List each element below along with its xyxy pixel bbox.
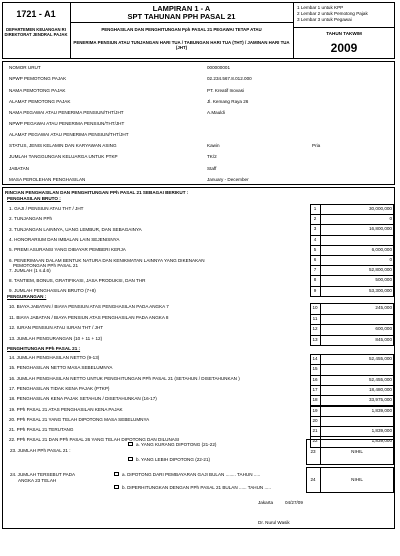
identity-value: A.Mauldi — [207, 110, 225, 115]
penghitungan-row-label: 21. PPh PASAL 21 TERUTANG — [9, 427, 74, 433]
bruto-row-value: 52,800,000 — [369, 267, 392, 273]
bruto-row-value: 500,000 — [375, 277, 392, 283]
bruto-row-value: 0 — [389, 257, 392, 262]
tax-year: 2009 — [330, 41, 358, 55]
row-23-option-b-checkbox[interactable] — [128, 457, 133, 461]
row-23-label: 23. JUMLAH PPh PASAL 21 : — [10, 448, 71, 453]
bruto-row-value: 53,300,000 — [369, 287, 392, 293]
identity-label: STATUS, JENIS KELAMIN DAN KARYAWAN ASING — [9, 143, 117, 148]
signing-city: Jakarta — [258, 500, 274, 505]
penghitungan-row-label: 14. JUMLAH PENGHASILAN NETTO (9-13) — [9, 355, 100, 360]
row-24-option-a-label: a. DIPOTONG DARI PEMBAYARAN GAJI BULAN ........ TAHUN ..... — [122, 472, 261, 477]
bruto-row-number: 5 — [313, 246, 317, 252]
identity-value: PT. Kreatif Inovasi — [207, 88, 245, 93]
pengurangan-row-number: 11 — [312, 315, 318, 321]
penghitungan-row-value: 33,975,000 — [369, 397, 392, 403]
identity-label: NAMA PEGAWAI ATAU PENERIMA PENSIUN/THT/JHT — [9, 110, 124, 115]
pengurangan-row-label: 12. IURAN PENSIUN ATAU IURAN THT / JHT — [9, 325, 104, 330]
pengurangan-row-label: 10. BIAYA JABATAN / BIAYA PENSIUN ATAS PENGHASILAN PADA ANGKA 7 — [9, 304, 169, 309]
identity-extra-value: Pria — [312, 143, 321, 148]
penghitungan-row-number: 14 — [312, 356, 318, 361]
identity-label: NPWP PEGAWAI ATAU PENERIMA PENSIUN/THT/JHT — [9, 121, 125, 126]
identity-label: NPWP PEMOTONG PAJAK — [9, 76, 67, 81]
bruto-row-label: 3. TUNJANGAN LAINNYA, UANG LEMBUR, DAN SEBAGAINYA — [9, 226, 142, 232]
pengurangan-row-number: 12 — [312, 326, 318, 331]
identity-value: TK/2 — [207, 154, 217, 159]
identity-value: 000000001 — [207, 65, 230, 70]
bruto-row-value: 0 — [389, 216, 392, 222]
penghitungan-row-label: 22. PPh PASAL 21 DAN PPh PASAL 26 YANG TELAH DIPOTONG DAN DILUNASI — [9, 437, 180, 443]
bruto-row-number: 9 — [313, 287, 317, 293]
penghitungan-row-number: 18 — [312, 397, 318, 403]
pengurangan-row-number: 10 — [312, 305, 318, 310]
penghitungan-row-label: 16. JUMLAH PENGHASILAN NETTO UNTUK PENGHITUNGAN PPh PASAL 21 (SETAHUN / DISETAHUNKAN ) — [9, 375, 240, 381]
identity-label: NAMA PEMOTONG PAJAK — [9, 88, 66, 93]
bruto-row-label: 7. JUMLAH (1 s.d.6) — [9, 267, 51, 273]
bruto-row-number: 8 — [313, 277, 317, 283]
penghitungan-row-value: 1,839,000 — [371, 407, 392, 413]
bruto-row-label: 5. PREMI ASURANSI YANG DIBAYAR PEMBERI KERJA — [9, 247, 126, 253]
bruto-row-value: 6,000,000 — [371, 246, 392, 252]
signing-date: 04/27/09 — [285, 500, 303, 505]
bruto-row-number: 4 — [313, 236, 317, 242]
bruto-row-number: 6 — [313, 257, 317, 262]
tax-year-label: TAHUN TAKWIM — [326, 31, 362, 36]
identity-value: Staff — [207, 166, 217, 171]
page-subtitle: SPT TAHUNAN PPH PASAL 21 — [127, 12, 236, 21]
penghitungan-row-label: 19. PPh PASAL 21 ATAS PENGHASILAN KENA PAJAK — [9, 406, 123, 412]
bruto-row-number: 1 — [313, 206, 317, 211]
pengurangan-row-value: 600,000 — [375, 326, 392, 331]
bruto-row-label: 4. HONORARIUM DAN IMBALAN LAIN SEJENISNYA — [9, 236, 120, 242]
pengurangan-heading: PENGURANGAN : — [7, 294, 47, 299]
row-23-value: NIHIL — [351, 449, 363, 454]
pengurangan-row-label: 13. JUMLAH PENGURANGAN (10 + 11 + 12) — [9, 335, 103, 341]
penghitungan-row-number: 17 — [312, 386, 318, 392]
row-24-number: 24 — [310, 477, 316, 482]
bruto-row-label: 9. JUMLAH PENGHASILAN BRUTO (7+8) — [9, 288, 96, 294]
bruto-row-label: 2. TUNJANGAN PPh — [9, 216, 53, 222]
pengurangan-row-number: 13 — [312, 336, 318, 342]
sheet-note-2: 2 Lembar 2 untuk Pemotong Pajak — [297, 11, 368, 16]
page-title: LAMPIRAN 1 - A — [152, 4, 211, 13]
row-24-label: 24. JUMLAH TERSEBUT PADA — [10, 472, 76, 477]
bruto-row-label: 6. PENERIMAAN DALAM BENTUK NATURA DAN KENIKMATAN LAINNYA YANG DIKENAKAN — [9, 257, 205, 263]
identity-label: JABATAN — [9, 166, 29, 171]
department-name: DEPARTEMEN KEUANGAN RI DIREKTORAT JENDRAL PAJAK — [4, 27, 68, 37]
bruto-row-number: 7 — [313, 267, 317, 273]
bruto-row-number: 2 — [313, 216, 317, 222]
penghitungan-row-value: 1,839,000 — [371, 438, 392, 444]
identity-label: ALAMAT PEGAWAI ATAU PENERIMA PENSIUN/THT/JHT — [9, 132, 129, 137]
row-24-label-2: ANGKA 23 TELAH — [18, 478, 57, 483]
penghitungan-row-value: 52,455,000 — [369, 356, 392, 361]
pengurangan-row-label: 11. BIAYA JABATAN / BIAYA PENSIUN ATAS PENGHASILAN PADA ANGKA 8 — [9, 314, 169, 320]
signer-name: Dr. Nurul Wasik — [258, 520, 290, 525]
row-23-option-a-checkbox[interactable] — [128, 442, 133, 446]
penghitungan-row-value: 1,839,000 — [371, 428, 392, 434]
identity-label: NOMOR URUT — [9, 65, 41, 70]
row-24-option-b-label: b. DIPERHITUNGKAN DENGAN PPh PASAL 21 BULAN ...... TAHUN ..... — [122, 485, 271, 490]
penghitungan-row-label: 20. PPh PASAL 21 YANG TELAH DIPOTONG MASA SEBELUMNYA — [9, 416, 150, 422]
identity-label: ALAMAT PEMOTONG PAJAK — [9, 99, 71, 104]
penghitungan-row-number: 21 — [312, 428, 318, 434]
identity-label: MASA PEROLEHAN PENGHASILAN — [9, 177, 86, 182]
form-description-1: PENGHASILAN DAN PENGHITUNGAN Pph PASAL 21 PEGAWAI TETAP ATAU — [101, 27, 262, 32]
row-24-option-a-checkbox[interactable] — [114, 472, 119, 476]
bruto-heading: PENGHASILAN BRUTO : — [7, 196, 61, 201]
bruto-row-number: 3 — [313, 226, 317, 232]
identity-value: Jl. Kemang Raya 26 — [207, 99, 249, 104]
row-23-option-a-label: a. YANG KURANG DIPOTONG (21-22) — [136, 442, 217, 447]
form-description-2: PENERIMA PENSIUN ATAU TUNJANGAN HARI TUA / TABUNGAN HARI TUA (THT) / JAMINAN HARI TUA (JHT) — [73, 40, 290, 50]
penghitungan-row-label: 15. PENGHASILAN NETTO MASA SEBELUMNYA — [9, 365, 113, 371]
bruto-row-label: 1. GAJI / PENSIUN ATAU THT / JHT — [9, 206, 84, 211]
row-24-value: NIHIL — [351, 477, 363, 482]
section-title: RINCIAN PENGHASILAN DAN PENGHITUNGAN PPh PASAL 21 SEBAGAI BERIKUT : — [5, 190, 189, 195]
penghitungan-row-number: 22 — [312, 438, 318, 444]
penghitungan-row-value: 18,480,000 — [369, 386, 392, 392]
penghitungan-row-label: 17. PENGHASILAN TIDAK KENA PAJAK (PTKP) — [9, 385, 110, 391]
penghitungan-row-label: 18. PENGHASILAN KENA PAJAK SETAHUN / DISETAHUNKAN (16-17) — [9, 396, 157, 402]
penghitungan-row-value: 52,455,000 — [369, 376, 392, 382]
identity-value: Kawin — [207, 143, 220, 148]
penghitungan-row-number: 15 — [312, 366, 318, 372]
bruto-row-label: 8. TANTIEM, BONUS, GRATIFIKASI, JASA PRODUKSI, DAN THR — [9, 278, 146, 284]
row-23-number: 23 — [310, 449, 316, 454]
penghitungan-row-number: 20 — [312, 417, 318, 423]
identity-value: 02.234.567.8.012.000 — [207, 76, 252, 81]
penghitungan-heading: PENGHITUNGAN PPh PASAL 21 : — [7, 346, 81, 351]
penghitungan-row-number: 16 — [312, 376, 318, 382]
bruto-row-value: 16,800,000 — [369, 226, 392, 232]
sheet-note-3: 3 Lembar 3 untuk Pegawai — [297, 17, 352, 22]
sheet-note-1: 1 Lembar 1 untuk KPP — [297, 5, 344, 10]
identity-label: JUMLAH TANGGUNGAN KELUARGA UNTUK PTKP — [9, 154, 118, 159]
form-code: 1721 - A1 — [16, 9, 56, 19]
bruto-row-value: 30,000,000 — [369, 206, 392, 211]
row-23-option-b-label: b. YANG LEBIH DIPOTONG (22-21) — [136, 457, 211, 462]
pengurangan-row-value: 245,000 — [375, 305, 392, 310]
row-24-option-b-checkbox[interactable] — [114, 485, 119, 489]
pengurangan-row-value: 845,000 — [375, 336, 392, 342]
identity-value: January - December — [207, 177, 249, 182]
penghitungan-row-number: 19 — [312, 407, 318, 413]
bruto-row-label-2: PEMOTONGAN PPh PASAL 21 — [13, 262, 79, 268]
